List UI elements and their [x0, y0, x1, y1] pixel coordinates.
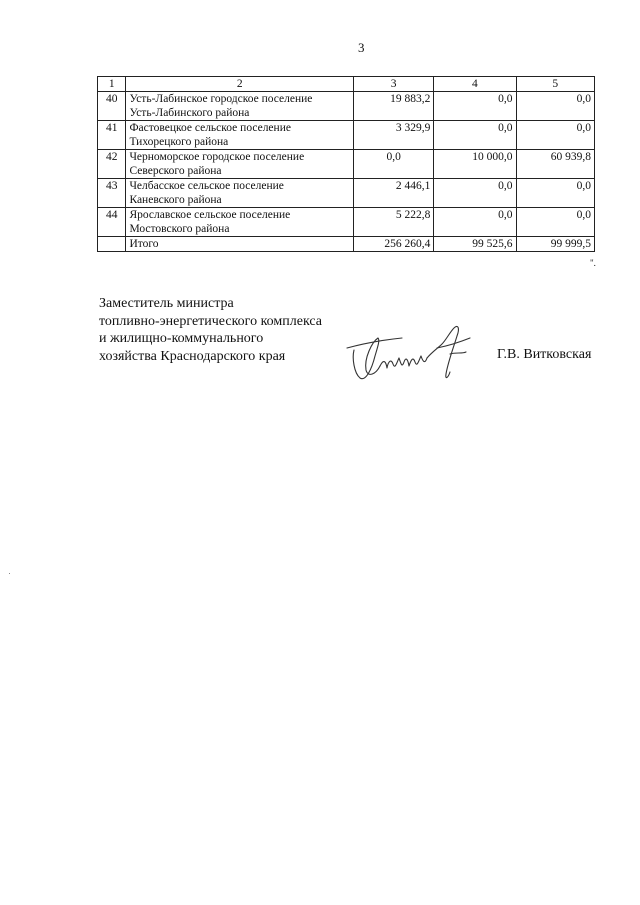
- value-col3: 3 329,9: [353, 121, 433, 150]
- settlement-name-line1: Черноморское городское поселение: [129, 151, 305, 163]
- value-col4: 0,0: [434, 179, 516, 208]
- data-table: [97, 76, 595, 252]
- handwritten-signature: [342, 318, 492, 388]
- value-col4: 0,0: [434, 208, 516, 237]
- table-row: [98, 150, 595, 179]
- table-row: [98, 179, 595, 208]
- header-cell: 5: [516, 77, 594, 92]
- signatory-title-line: и жилищно-коммунального: [99, 331, 264, 346]
- header-cell: 2: [126, 77, 354, 92]
- settlement-name-line1: Челбасское сельское поселение: [129, 180, 284, 192]
- total-col4: 99 525,6: [434, 237, 516, 252]
- total-label: Итого: [126, 237, 354, 252]
- row-number: 41: [98, 121, 126, 150]
- total-row: [98, 237, 595, 252]
- total-col3: 256 260,4: [353, 237, 433, 252]
- value-col5: 0,0: [516, 92, 594, 121]
- value-col5: 0,0: [516, 208, 594, 237]
- table-row: [98, 92, 595, 121]
- settlement-name: [126, 150, 354, 179]
- value-col3: 5 222,8: [353, 208, 433, 237]
- table-header-row: [98, 77, 595, 92]
- value-col3: 19 883,2: [353, 92, 433, 121]
- value-col3: 2 446,1: [353, 179, 433, 208]
- row-number: 42: [98, 150, 126, 179]
- closing-quote: ".: [590, 258, 596, 268]
- settlement-name: [126, 208, 354, 237]
- total-empty-cell: [98, 237, 126, 252]
- settlement-name: [126, 179, 354, 208]
- header-cell: 1: [98, 77, 126, 92]
- settlement-name-line1: Ярославское сельское поселение: [129, 209, 291, 221]
- row-number: 44: [98, 208, 126, 237]
- row-number: 43: [98, 179, 126, 208]
- value-col4: 10 000,0: [434, 150, 516, 179]
- settlement-name-line1: Усть-Лабинское городское поселение: [129, 93, 313, 105]
- settlement-name-line1: Фастовецкое сельское поселение: [129, 122, 291, 134]
- scan-speck: [9, 573, 10, 574]
- value-col4: 0,0: [434, 121, 516, 150]
- header-cell: 4: [434, 77, 516, 92]
- value-col5: 0,0: [516, 179, 594, 208]
- value-col5: 0,0: [516, 121, 594, 150]
- total-col5: 99 999,5: [516, 237, 594, 252]
- value-col5: 60 939,8: [516, 150, 594, 179]
- table-row: [98, 121, 595, 150]
- row-number: 40: [98, 92, 126, 121]
- signatory-title: [99, 295, 322, 365]
- header-cell: 3: [353, 77, 433, 92]
- settlement-name-line2: Каневского района: [129, 194, 222, 206]
- table-row: [98, 208, 595, 237]
- value-col4: 0,0: [434, 92, 516, 121]
- settlement-name: [126, 121, 354, 150]
- settlement-name: [126, 92, 354, 121]
- page-number: 3: [358, 40, 365, 55]
- settlement-name-line2: Тихорецкого района: [129, 136, 229, 148]
- settlement-name-line2: Усть-Лабинского района: [129, 107, 250, 119]
- signatory-title-line: хозяйства Краснодарского края: [99, 348, 286, 364]
- signatory-title-line: топливно-энергетического комплекса: [99, 313, 322, 329]
- settlement-name-line2: Мостовского района: [129, 223, 230, 235]
- value-col3: 0,0: [353, 150, 433, 179]
- signer-name: Г.В. Витковская: [497, 347, 592, 362]
- signatory-title-line: Заместитель министра: [99, 296, 234, 311]
- settlement-name-line2: Северского района: [129, 165, 222, 177]
